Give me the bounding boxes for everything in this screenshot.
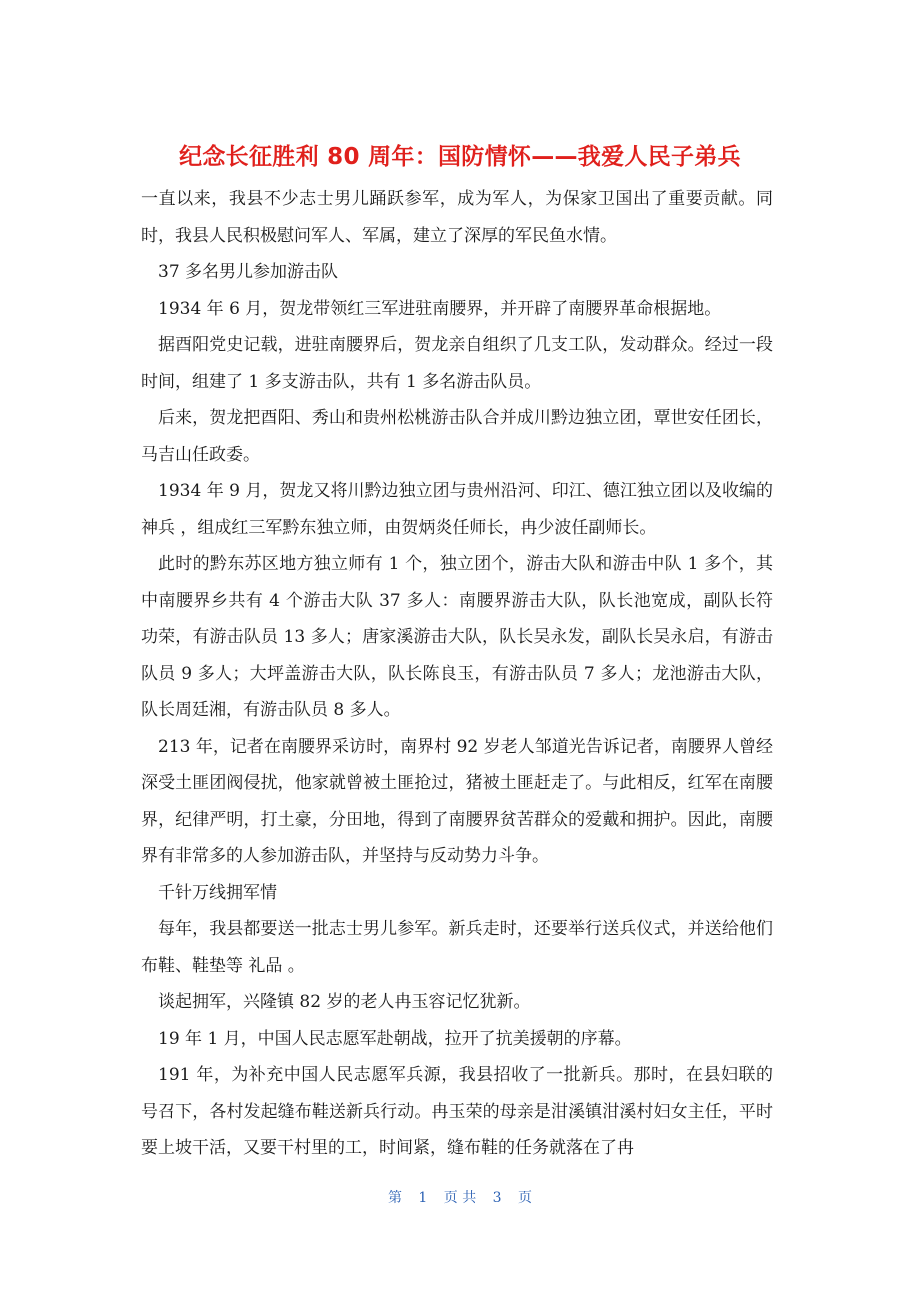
page-label-prefix: 第 <box>387 1190 402 1206</box>
document-title: 纪念长征胜利 80 周年：国防情怀——我爱人民子弟兵 <box>179 144 741 170</box>
total-pages-number: 3 <box>492 1190 502 1206</box>
document-body <box>141 181 773 1167</box>
paragraph: 213 年，记者在南腰界采访时，南界村 92 岁老人邹道光告诉记者，南腰界人曾经深受土匪团阀侵扰，他家就曾被土匪抢过，猪被土匪赶走了。与此相反，红军在南腰界，纪律严明，打土豪，分田地，得到了南腰界贫苦群众的爱戴和拥护。因此，南腰界有非常多的人参加游击队，并坚持与反动势力斗争。 <box>141 736 773 866</box>
paragraph: 191 年，为补充中国人民志愿军兵源，我县招收了一批新兵。那时，在县妇联的号召下，各村发起缝布鞋送新兵行动。冉玉荣的母亲是泔溪镇泔溪村妇女主任，平时要上坡干活，又要干村里的工，时间紧，缝布鞋的任务就落在了冉 <box>141 1065 773 1158</box>
page-label-middle: 页 共 <box>443 1190 477 1206</box>
paragraph: 据酉阳党史记载，进驻南腰界后，贺龙亲自组织了几支工队，发动群众。经过一段时间，组建了 1 多支游击队，共有 1 多名游击队员。 <box>141 335 773 392</box>
paragraph: 每年，我县都要送一批志士男儿参军。新兵走时，还要举行送兵仪式，并送给他们布鞋、鞋垫等 礼品 。 <box>141 919 773 976</box>
paragraph: 1934 年 9 月，贺龙又将川黔边独立团与贵州沿河、印江、德江独立团以及收编的 神兵 ，组成红三军黔东独立师，由贺炳炎任师长，冉少波任副师长。 <box>141 481 773 538</box>
page-label-suffix: 页 <box>518 1190 533 1206</box>
section-heading: 37 多名男儿参加游击队 <box>158 262 339 282</box>
paragraph: 谈起拥军，兴隆镇 82 岁的老人冉玉容记忆犹新。 <box>158 992 531 1012</box>
paragraph: 此时的黔东苏区地方独立师有 1 个，独立团个，游击大队和游击中队 1 多个，其中南腰界乡共有 4 个游击大队 37 多人：南腰界游击大队，队长池宽成，副队长符功荣，有游击队员 13 多人；唐家溪游击大队，队长吴永发，副队长吴永启，有游击队员 9 多人；大坪盖游击大队，队长陈良玉，有游击队员 7 多人；龙池游击大队，队长周廷湘，有游击队员 8 多人。 <box>141 554 773 720</box>
paragraph: 1934 年 6 月，贺龙带领红三军进驻南腰界，并开辟了南腰界革命根据地。 <box>158 298 722 319</box>
current-page-number: 1 <box>418 1190 428 1206</box>
paragraph: 后来，贺龙把酉阳、秀山和贵州松桃游击队合并成川黔边独立团，覃世安任团长，马吉山任政委。 <box>141 408 773 465</box>
paragraph: 一直以来，我县不少志士男儿踊跃参军，成为军人，为保家卫国出了重要贡献。同时，我县人民积极慰问军人、军属，建立了深厚的军民鱼水情。 <box>141 189 773 246</box>
section-heading: 千针万线拥军情 <box>158 882 277 903</box>
page-footer <box>0 1186 920 1210</box>
paragraph: 19 年 1 月，中国人民志愿军赴朝战，拉开了抗美援朝的序幕。 <box>158 1028 632 1049</box>
